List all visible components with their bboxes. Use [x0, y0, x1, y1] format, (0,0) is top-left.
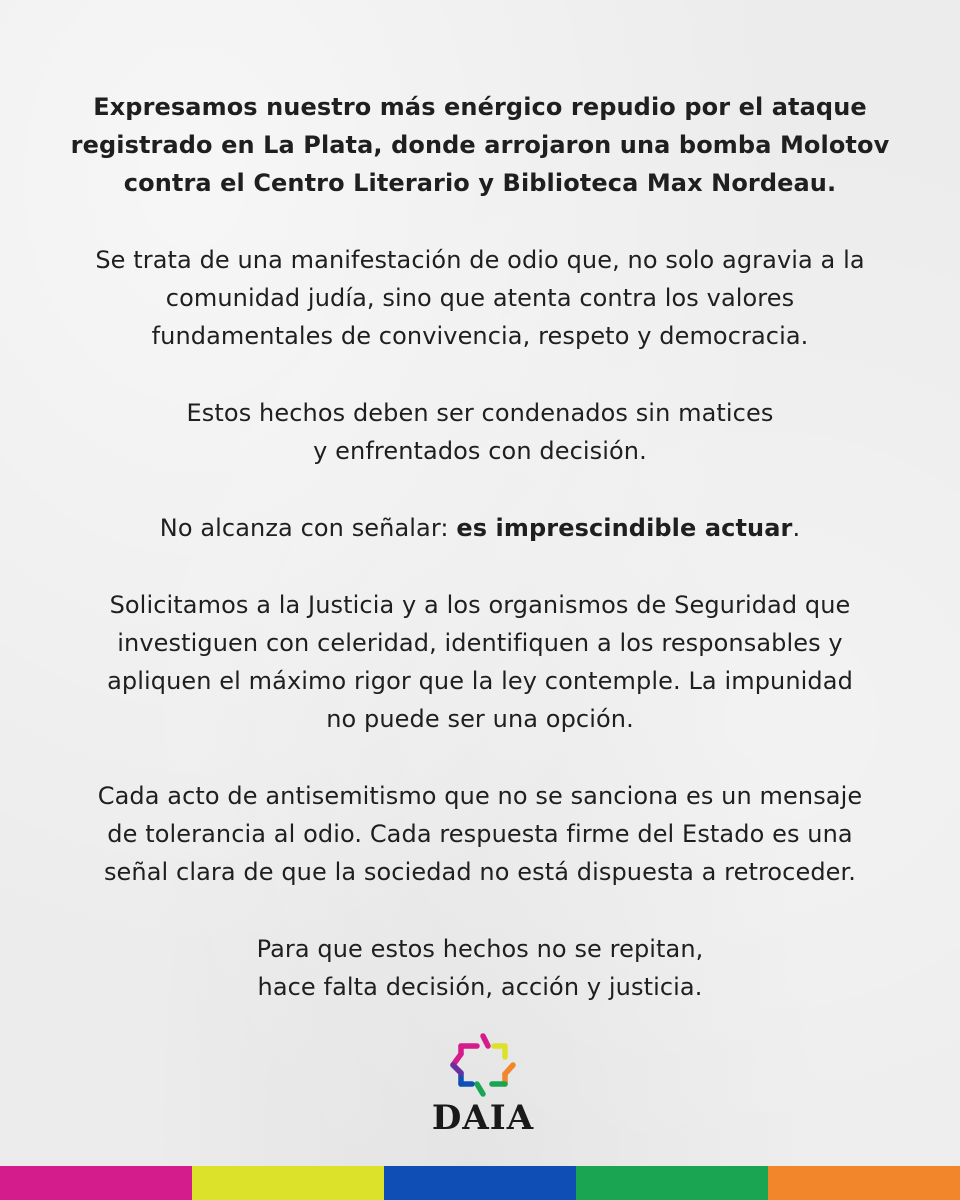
paragraph-line: y enfrentados con decisión. — [313, 437, 647, 465]
paragraph-line: investiguen con celeridad, identifiquen a los responsables y — [117, 629, 843, 657]
paragraph-line: hace falta decisión, acción y justicia. — [257, 973, 703, 1001]
act-prefix: No alcanza con señalar: — [159, 514, 457, 542]
paragraph-line: Cada acto de antisemitismo que no se sanciona es un mensaje — [97, 782, 863, 810]
paragraph-condemn — [40, 394, 920, 470]
paragraph-line: fundamentales de convivencia, respeto y democracia. — [151, 322, 809, 350]
paragraph-line: Se trata de una manifestación de odio que, no solo agravia a la — [95, 246, 865, 274]
statement — [40, 88, 920, 1045]
logo-wordmark: DAIA — [431, 1098, 535, 1138]
paragraph-closing — [40, 930, 920, 1006]
stripe-segment-blue — [384, 1166, 576, 1200]
paragraph-line — [40, 509, 920, 547]
paragraph-act — [40, 509, 920, 547]
paragraph-line: apliquen el máximo rigor que la ley contemple. La impunidad — [107, 667, 853, 695]
paragraph-line: Solicitamos a la Justicia y a los organismos de Seguridad que — [109, 591, 851, 619]
paragraph-line: Estos hechos deben ser condenados sin matices — [186, 399, 774, 427]
paragraph-line: de tolerancia al odio. Cada respuesta firme del Estado es una — [107, 820, 853, 848]
daia-logo — [428, 1032, 538, 1140]
stripe-segment-green — [576, 1166, 768, 1200]
paragraph-antisemitism — [40, 777, 920, 891]
paragraph-line: señal clara de que la sociedad no está dispuesta a retroceder. — [103, 858, 857, 886]
color-stripe — [0, 1166, 960, 1200]
star-of-david-icon — [428, 1032, 538, 1098]
paragraph-hate — [40, 241, 920, 355]
headline-line: contra el Centro Literario y Biblioteca Max Nordeau. — [123, 169, 837, 197]
headline — [40, 88, 920, 202]
headline-line: Expresamos nuestro más enérgico repudio por el ataque — [93, 93, 867, 121]
paragraph-line: comunidad judía, sino que atenta contra los valores — [165, 284, 795, 312]
paragraph-line: Para que estos hechos no se repitan, — [256, 935, 704, 963]
headline-line: registrado en La Plata, donde arrojaron una bomba Molotov — [70, 131, 890, 159]
act-suffix: . — [792, 514, 801, 542]
stripe-segment-orange — [768, 1166, 960, 1200]
stripe-segment-yellow — [192, 1166, 384, 1200]
paragraph-line: no puede ser una opción. — [326, 705, 634, 733]
stripe-segment-magenta — [0, 1166, 192, 1200]
paragraph-justice — [40, 586, 920, 738]
act-emphasis: es imprescindible actuar — [456, 514, 793, 542]
